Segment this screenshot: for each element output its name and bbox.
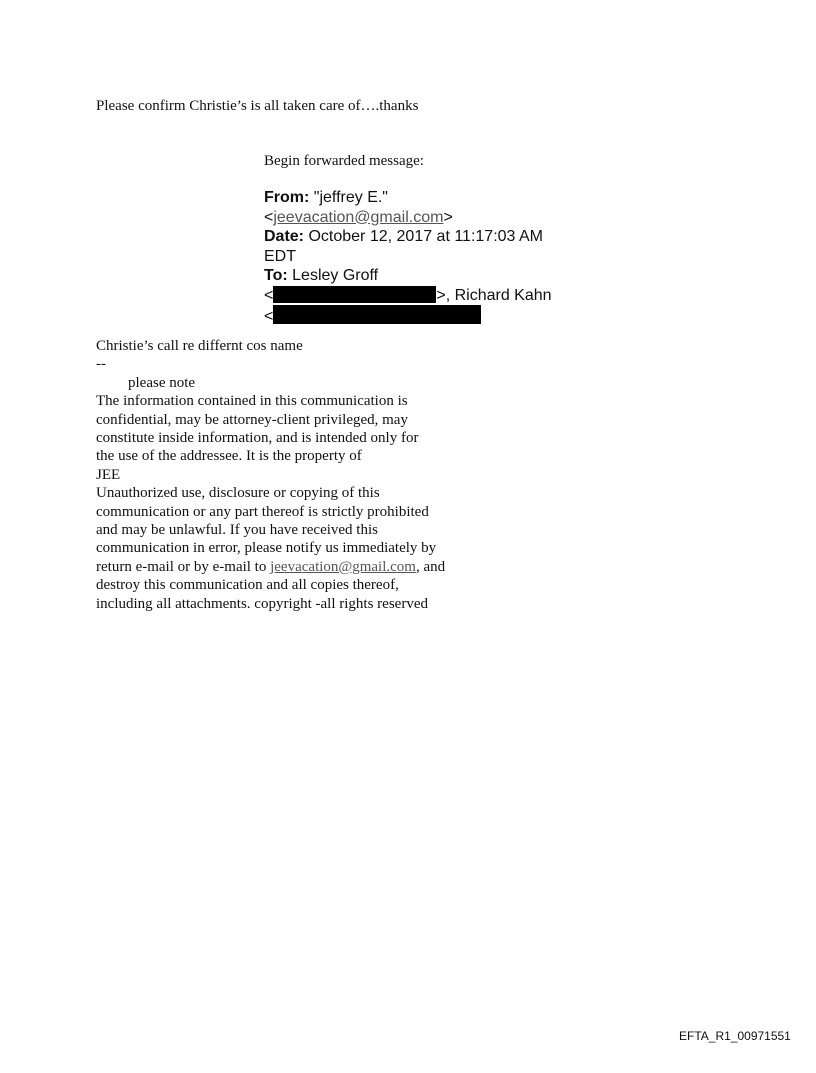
to-label: To: bbox=[264, 267, 288, 284]
redaction-box bbox=[273, 305, 481, 324]
return-suffix: , and bbox=[415, 558, 446, 575]
redaction-box bbox=[273, 286, 436, 303]
subject-line: Christie’s call re differnt cos name bbox=[96, 338, 303, 354]
date-line bbox=[264, 227, 552, 247]
disclaimer-line: JEE bbox=[96, 466, 121, 483]
note-heading: please note bbox=[128, 374, 196, 391]
closing-line: destroy this communication and all copies thereof, bbox=[96, 577, 399, 594]
to-line bbox=[264, 266, 552, 286]
from-label: From: bbox=[264, 189, 310, 206]
message-body bbox=[96, 337, 445, 613]
disclaimer-line: confidential, may be attorney-client privileged, may bbox=[96, 411, 408, 428]
date-timezone: EDT bbox=[264, 247, 296, 265]
disclaimer-line: communication in error, please notify us immediately by bbox=[96, 540, 437, 557]
disclaimer-line: and may be unlawful. If you have received this bbox=[96, 522, 378, 539]
from-close-bracket: > bbox=[443, 208, 453, 226]
disclaimer-email-link[interactable]: jeevacation@gmail.com bbox=[270, 558, 416, 575]
disclaimer-line: communication or any part thereof is strictly prohibited bbox=[96, 503, 429, 520]
to-open-bracket: < bbox=[264, 286, 274, 304]
to-open-bracket-2: < bbox=[264, 308, 274, 325]
date-label: Date: bbox=[264, 228, 305, 245]
disclaimer-line: Unauthorized use, disclosure or copying of this bbox=[96, 485, 380, 502]
return-prefix: return e-mail or by e-mail to bbox=[96, 558, 271, 575]
signature-separator: -- bbox=[96, 356, 106, 373]
to-name: Lesley Groff bbox=[292, 267, 379, 284]
forwarded-headers bbox=[264, 188, 552, 327]
disclaimer-line: the use of the addressee. It is the property of bbox=[96, 448, 362, 465]
closing-line: including all attachments. copyright -all rights reserved bbox=[96, 595, 428, 612]
from-email-line bbox=[264, 208, 552, 228]
intro-line: Please confirm Christie’s is all taken care of….thanks bbox=[96, 98, 419, 114]
forwarded-message-label: Begin forwarded message: bbox=[264, 153, 424, 169]
to-second-recipient: >, Richard Kahn bbox=[436, 286, 552, 304]
document-id: EFTA_R1_00971551 bbox=[679, 1029, 791, 1043]
from-email-link[interactable]: jeevacation@gmail.com bbox=[273, 208, 444, 226]
from-line bbox=[264, 188, 552, 208]
from-name: "jeffrey E." bbox=[313, 189, 388, 206]
date-value: October 12, 2017 at 11:17:03 AM bbox=[308, 228, 543, 245]
disclaimer-line: constitute inside information, and is intended only for bbox=[96, 430, 419, 447]
to-recipients-line-2 bbox=[264, 305, 552, 327]
disclaimer-line: The information contained in this communication is bbox=[96, 393, 408, 410]
to-recipients-line bbox=[264, 286, 552, 306]
disclaimer-email-line bbox=[96, 558, 445, 576]
from-open-bracket: < bbox=[264, 208, 274, 226]
